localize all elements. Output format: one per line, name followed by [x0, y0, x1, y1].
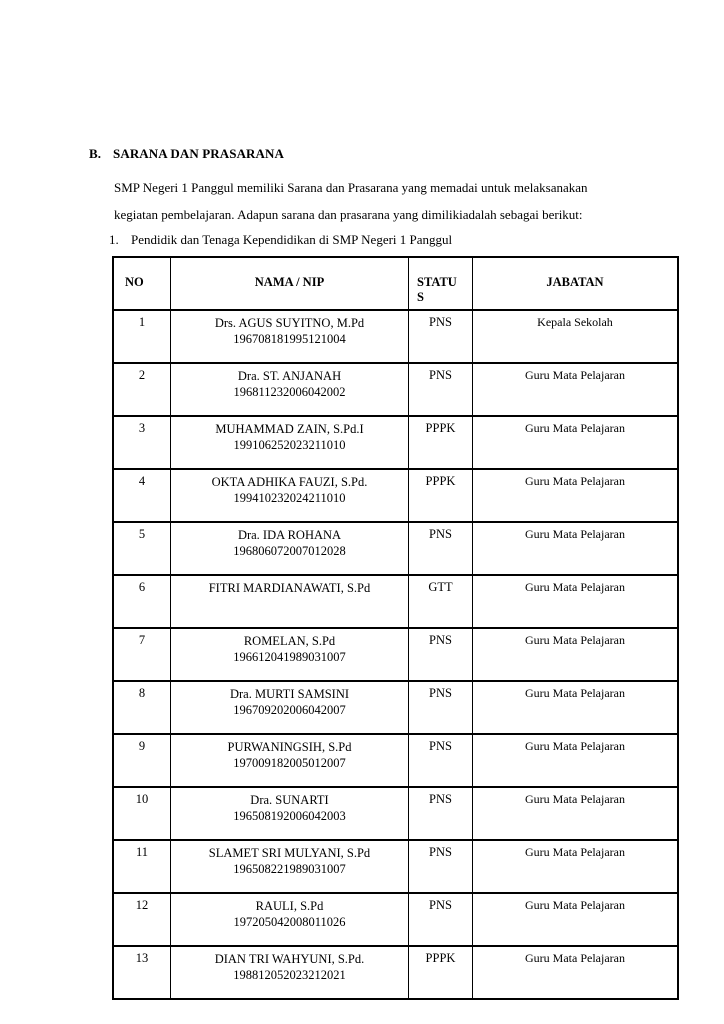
header-status-line1: STATU: [417, 275, 457, 289]
cell-no: 9: [113, 734, 171, 787]
cell-name-nip: [171, 575, 409, 628]
table-row: [113, 310, 678, 363]
cell-no: 6: [113, 575, 171, 628]
staff-table: [112, 256, 679, 1000]
cell-jabatan: Guru Mata Pelajaran: [473, 681, 679, 734]
cell-status: PNS: [409, 681, 473, 734]
cell-jabatan: Guru Mata Pelajaran: [473, 787, 679, 840]
cell-status: PPPK: [409, 946, 473, 999]
cell-name-nip: [171, 681, 409, 734]
cell-name-nip: [171, 522, 409, 575]
paragraph-line-2: kegiatan pembelajaran. Adapun sarana dan prasarana yang dimilikiadalah sebagai berikut:: [114, 207, 583, 222]
staff-nip: 199410232024211010: [233, 491, 346, 505]
cell-no: 13: [113, 946, 171, 999]
staff-name: Drs. AGUS SUYITNO, M.Pd: [214, 316, 365, 330]
header-no: NO: [113, 257, 171, 310]
staff-name: RAULI, S.Pd: [255, 899, 324, 913]
cell-jabatan: Guru Mata Pelajaran: [473, 363, 679, 416]
staff-name: Dra. IDA ROHANA: [237, 528, 342, 542]
table-row: [113, 681, 678, 734]
cell-no: 1: [113, 310, 171, 363]
cell-name-nip: [171, 416, 409, 469]
cell-name-nip: [171, 893, 409, 946]
cell-no: 2: [113, 363, 171, 416]
cell-no: 3: [113, 416, 171, 469]
staff-name: SLAMET SRI MULYANI, S.Pd: [208, 846, 371, 860]
list-item-1: [109, 232, 452, 248]
table-row: [113, 522, 678, 575]
staff-nip: 197205042008011026: [233, 915, 346, 929]
cell-jabatan: Kepala Sekolah: [473, 310, 679, 363]
staff-name: FITRI MARDIANAWATI, S.Pd: [208, 581, 371, 595]
cell-jabatan: Guru Mata Pelajaran: [473, 840, 679, 893]
table-row: [113, 363, 678, 416]
cell-no: 4: [113, 469, 171, 522]
staff-nip: 196508221989031007: [233, 862, 346, 876]
staff-nip: 197009182005012007: [233, 756, 346, 770]
staff-name: Dra. SUNARTI: [250, 793, 329, 807]
cell-name-nip: [171, 310, 409, 363]
cell-jabatan: Guru Mata Pelajaran: [473, 628, 679, 681]
staff-nip: 198812052023212021: [233, 968, 346, 982]
staff-name: OKTA ADHIKA FAUZI, S.Pd.: [211, 475, 368, 489]
staff-nip: 196508192006042003: [233, 809, 346, 823]
cell-name-nip: [171, 734, 409, 787]
staff-nip: 196811232006042002: [233, 385, 346, 399]
staff-name: MUHAMMAD ZAIN, S.Pd.I: [215, 422, 364, 436]
cell-status: PNS: [409, 840, 473, 893]
cell-name-nip: [171, 840, 409, 893]
list-item-text: Pendidik dan Tenaga Kependidikan di SMP Negeri 1 Panggul: [131, 232, 453, 247]
cell-jabatan: Guru Mata Pelajaran: [473, 416, 679, 469]
table-row: [113, 628, 678, 681]
table-row: [113, 787, 678, 840]
cell-name-nip: [171, 363, 409, 416]
cell-name-nip: [171, 469, 409, 522]
cell-no: 7: [113, 628, 171, 681]
cell-status: PPPK: [409, 416, 473, 469]
cell-no: 8: [113, 681, 171, 734]
cell-jabatan: Guru Mata Pelajaran: [473, 469, 679, 522]
list-item-number: 1.: [109, 232, 119, 247]
staff-nip: 196709202006042007: [233, 703, 346, 717]
staff-nip: 196806072007012028: [233, 544, 346, 558]
cell-no: 5: [113, 522, 171, 575]
staff-nip: 196612041989031007: [233, 650, 346, 664]
cell-status: PNS: [409, 734, 473, 787]
staff-name: Dra. MURTI SAMSINI: [229, 687, 350, 701]
staff-nip: 196708181995121004: [233, 332, 346, 346]
staff-nip: 199106252023211010: [233, 438, 346, 452]
table-row: [113, 575, 678, 628]
section-heading: [89, 146, 284, 162]
table-header-row: [113, 257, 678, 310]
cell-no: 10: [113, 787, 171, 840]
staff-name: PURWANINGSIH, S.Pd: [227, 740, 352, 754]
paragraph-line-1: SMP Negeri 1 Panggul memiliki Sarana dan Prasarana yang memadai untuk melaksanakan: [114, 180, 588, 195]
table-row: [113, 893, 678, 946]
cell-jabatan: Guru Mata Pelajaran: [473, 946, 679, 999]
table-row: [113, 946, 678, 999]
header-status: [409, 257, 473, 310]
header-jabatan: JABATAN: [473, 257, 679, 310]
cell-status: PPPK: [409, 469, 473, 522]
cell-status: GTT: [409, 575, 473, 628]
cell-status: PNS: [409, 310, 473, 363]
staff-name: Dra. ST. ANJANAH: [237, 369, 342, 383]
table-row: [113, 840, 678, 893]
cell-status: PNS: [409, 522, 473, 575]
header-status-line2: S: [417, 290, 424, 304]
cell-no: 11: [113, 840, 171, 893]
staff-name: ROMELAN, S.Pd: [243, 634, 336, 648]
section-title: SARANA DAN PRASARANA: [113, 146, 285, 161]
cell-no: 12: [113, 893, 171, 946]
cell-jabatan: Guru Mata Pelajaran: [473, 575, 679, 628]
cell-jabatan: Guru Mata Pelajaran: [473, 893, 679, 946]
cell-status: PNS: [409, 363, 473, 416]
table-row: [113, 416, 678, 469]
table-row: [113, 734, 678, 787]
cell-jabatan: Guru Mata Pelajaran: [473, 734, 679, 787]
cell-status: PNS: [409, 787, 473, 840]
section-label: B.: [89, 146, 102, 161]
cell-name-nip: [171, 787, 409, 840]
header-name: NAMA / NIP: [171, 257, 409, 310]
cell-name-nip: [171, 946, 409, 999]
table-body: [113, 310, 678, 999]
cell-jabatan: Guru Mata Pelajaran: [473, 522, 679, 575]
staff-name: DIAN TRI WAHYUNI, S.Pd.: [214, 952, 365, 966]
table-row: [113, 469, 678, 522]
cell-status: PNS: [409, 628, 473, 681]
cell-name-nip: [171, 628, 409, 681]
cell-status: PNS: [409, 893, 473, 946]
